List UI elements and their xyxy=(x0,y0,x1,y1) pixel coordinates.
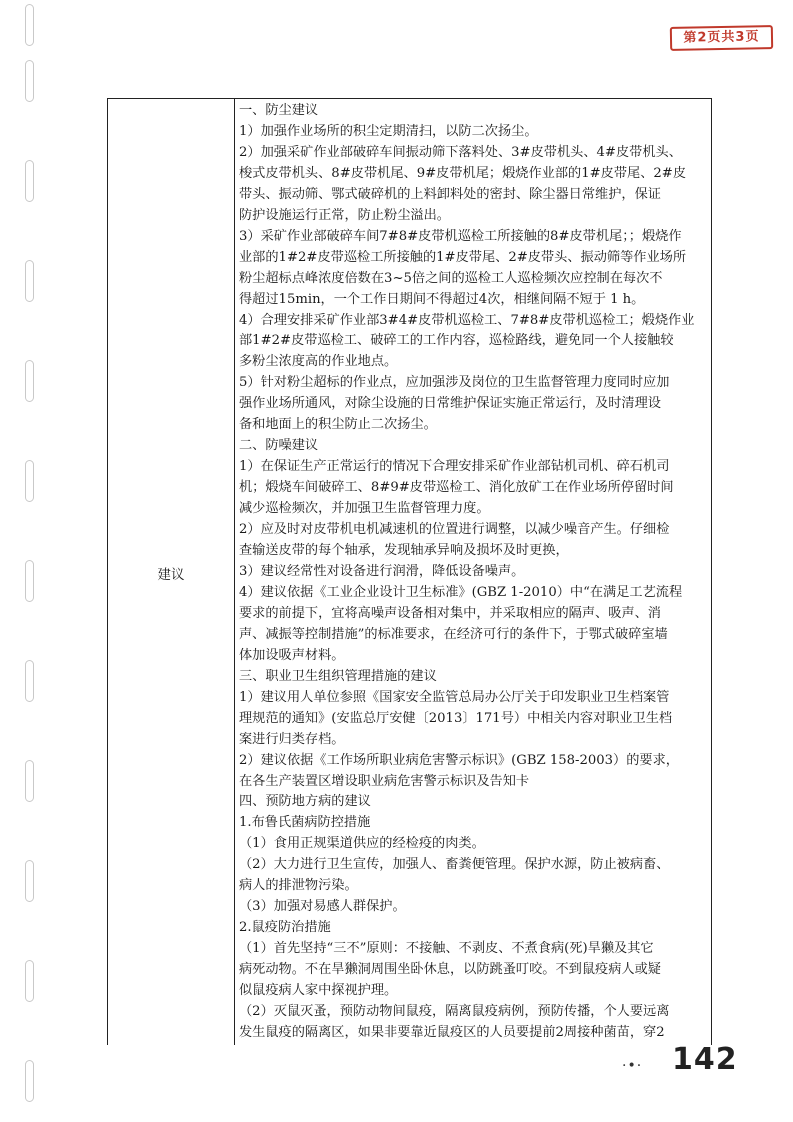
text-line: 1）在保证生产正常运行的情况下合理安排采矿作业部钻机司机、碎石机司 xyxy=(239,459,670,475)
text-line: （2）大力进行卫生宣传，加强人、畜粪便管理。保护水源，防止被病畜、 xyxy=(239,857,670,873)
text-line: （1）首先坚持“三不”原则：不接触、不剥皮、不煮食病(死)旱獭及其它 xyxy=(239,941,654,957)
row-label-cell xyxy=(108,99,234,1046)
text-line: 1）加强作业场所的积尘定期清扫，以防二次扬尘。 xyxy=(239,123,538,139)
text-line: 备和地面上的积尘防止二次扬尘。 xyxy=(239,417,437,433)
text-line: 防护设施运行正常，防止粉尘溢出。 xyxy=(239,207,450,223)
text-line: 声、减振等控制措施”的标准要求，在经济可行的条件下，于鄂式破碎室墙 xyxy=(239,626,668,642)
text-line: 机；煅烧车间破碎工、8#9#皮带巡检工、消化放矿工在作业场所停留时间 xyxy=(239,480,674,496)
footer-mark: ·•· xyxy=(622,1058,643,1074)
binding-hole xyxy=(25,60,34,102)
binding-hole xyxy=(25,260,34,302)
content-cell xyxy=(239,101,707,1044)
text-line: 粉尘超标点峰浓度倍数在3~5倍之间的巡检工人巡检频次应控制在每次不 xyxy=(239,270,663,286)
text-line: 四、预防地方病的建议 xyxy=(239,794,371,810)
text-line: 三、职业卫生组织管理措施的建议 xyxy=(239,668,437,684)
binding-hole xyxy=(25,560,34,602)
text-line: 要求的前提下，宜将高噪声设备相对集中，并采取相应的隔声、吸声、消 xyxy=(239,605,661,621)
text-line: 发生鼠疫的隔离区，如果非要靠近鼠疫区的人员要提前2周接种菌苗，穿2 xyxy=(239,1024,665,1040)
text-line: 强作业场所通风，对除尘设施的日常维护保证实施正常运行，及时清理设 xyxy=(239,396,661,412)
text-line: 2）加强采矿作业部破碎车间振动筛下落料处、3#皮带机头、4#皮带机头、 xyxy=(239,144,682,160)
binding-hole xyxy=(25,1060,34,1102)
text-line: 案进行归类存档。 xyxy=(239,731,345,747)
binding-hole xyxy=(25,460,34,502)
text-line: 部1#2#皮带巡检工、破碎工的工作内容，巡检路线，避免同一个人接触较 xyxy=(239,333,674,349)
text-line: 病死动物。不在旱獭洞周围坐卧休息，以防跳蚤叮咬。不到鼠疫病人或疑 xyxy=(239,962,661,978)
text-line: 业部的1#2#皮带巡检工所接触的1#皮带尾、2#皮带头、振动筛等作业场所 xyxy=(239,249,687,265)
text-line: 查输送皮带的每个轴承，发现轴承异响及损坏及时更换， xyxy=(239,543,569,559)
text-line: 1.布鲁氏菌病防控措施 xyxy=(239,815,371,831)
text-line: 2）建议依据《工作场所职业病危害警示标识》(GBZ 158-2003）的要求， xyxy=(239,752,679,768)
text-line: 多粉尘浓度高的作业地点。 xyxy=(239,354,398,370)
text-line: 3）建议经常性对设备进行润滑，降低设备噪声。 xyxy=(239,563,525,579)
row-label: 建议 xyxy=(157,566,185,583)
text-line: 5）针对粉尘超标的作业点，应加强涉及岗位的卫生监督管理力度同时应加 xyxy=(239,375,670,391)
text-line: 减少巡检频次，并加强卫生监督管理力度。 xyxy=(239,501,490,517)
column-divider xyxy=(234,99,235,1045)
text-line: （2）灭鼠灭蚤，预防动物间鼠疫，隔离鼠疫病例，预防传播，个人要远离 xyxy=(239,1003,670,1019)
text-line: 理规范的通知》(安监总厅安健〔2013〕171号）中相关内容对职业卫生档 xyxy=(239,710,673,726)
binding-hole xyxy=(25,660,34,702)
text-line: 4）建议依据《工业企业设计卫生标准》(GBZ 1-2010）中“在满足工艺流程 xyxy=(239,584,683,600)
text-line: 3）采矿作业部破碎车间7#8#皮带机巡检工所接触的8#皮带机尾；；煅烧作 xyxy=(239,228,682,244)
text-line: 体加设吸声材料。 xyxy=(239,647,345,663)
text-line: （3）加强对易感人群保护。 xyxy=(239,899,406,915)
binding-hole xyxy=(25,360,34,402)
text-line: 病人的排泄物污染。 xyxy=(239,878,358,894)
text-line: 2.鼠疫防治措施 xyxy=(239,920,331,936)
text-line: 1）建议用人单位参照《国家安全监管总局办公厅关于印发职业卫生档案管 xyxy=(239,689,670,705)
text-line: 梭式皮带机头、8#皮带机尾、9#皮带机尾；煅烧作业部的1#皮带尾、2#皮 xyxy=(239,165,687,181)
binding-hole xyxy=(25,4,34,46)
page-number: 142 xyxy=(672,1042,738,1077)
binding-hole xyxy=(25,160,34,202)
document-table xyxy=(107,98,712,1045)
text-line: 4）合理安排采矿作业部3#4#皮带机巡检工、7#8#皮带机巡检工；煅烧作业 xyxy=(239,312,695,328)
text-line: （1）食用正规渠道供应的经检疫的肉类。 xyxy=(239,836,485,852)
binding-hole xyxy=(25,760,34,802)
text-line: 2）应及时对皮带机电机减速机的位置进行调整，以减少噪音产生。仔细检 xyxy=(239,522,670,538)
text-line: 得超过15min，一个工作日期间不得超过4次，相继间隔不短于 1 h。 xyxy=(239,291,645,307)
text-line: 在各生产装置区增设职业病危害警示标识及告知卡 xyxy=(239,773,530,789)
binding-hole xyxy=(25,860,34,902)
text-line: 带头、振动筛、鄂式破碎机的上料卸料处的密封、除尘器日常维护，保证 xyxy=(239,186,661,202)
text-line: 一、防尘建议 xyxy=(239,103,319,118)
page-count-stamp: 第2页共3页 xyxy=(670,25,773,51)
binding-hole xyxy=(25,960,34,1002)
text-line: 似鼠疫病人家中探视护理。 xyxy=(239,983,398,999)
text-line: 二、防噪建议 xyxy=(239,438,319,454)
